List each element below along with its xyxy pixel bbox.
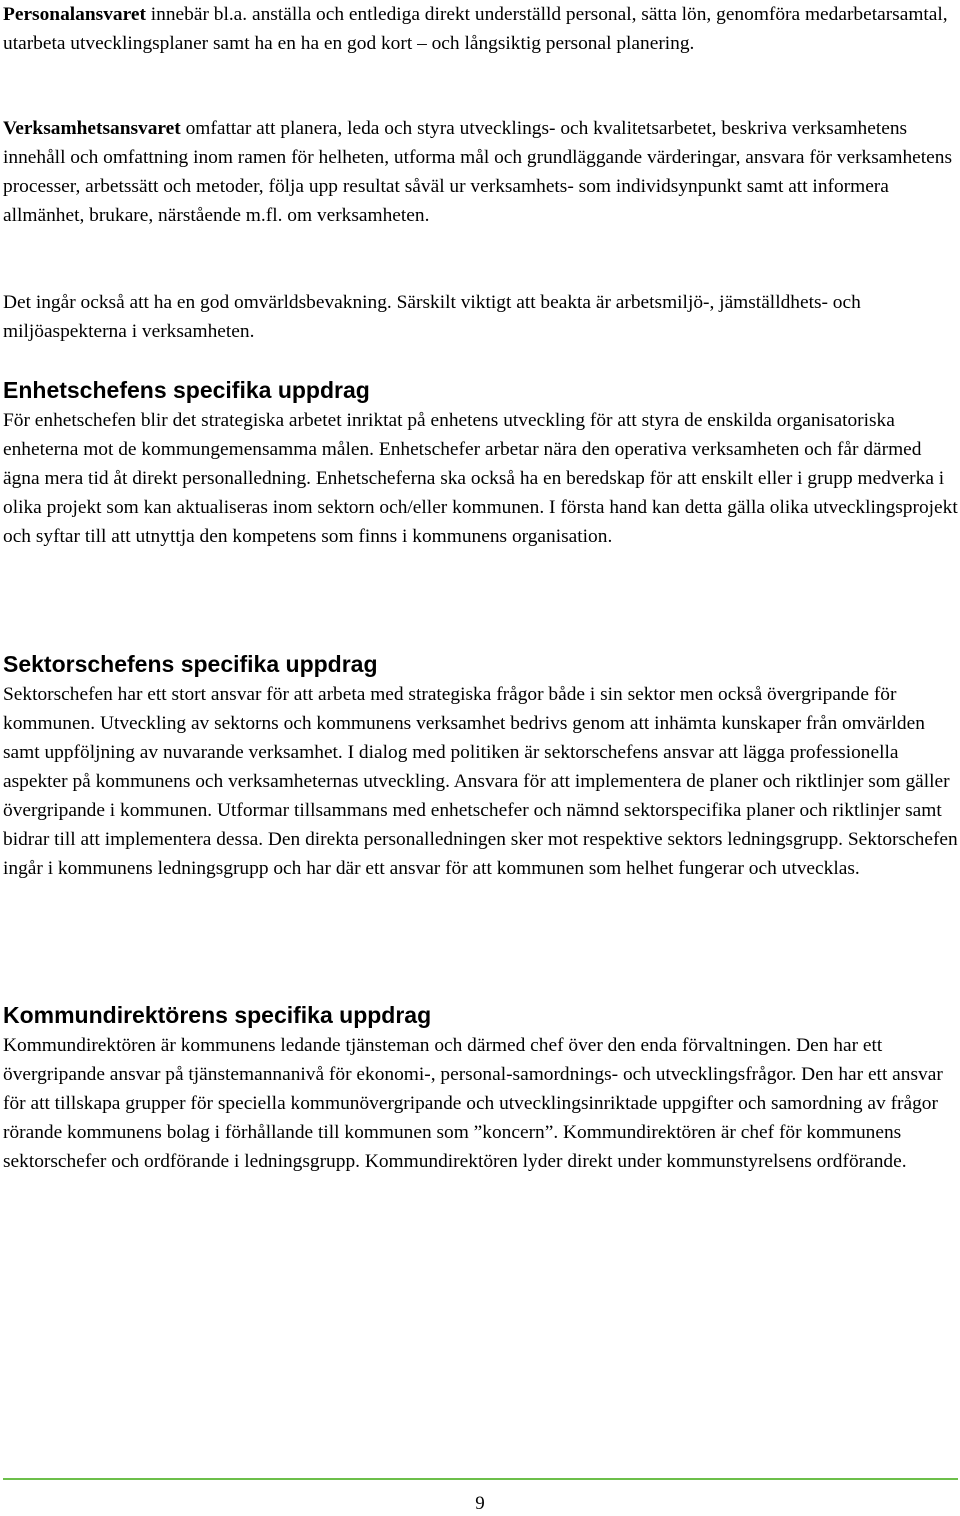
footer-rule [3, 1478, 958, 1480]
paragraph-kommundirektor: Kommundirektören är kommunens ledande tjänsteman och därmed chef över den enda förvaltningen. Den har ett övergripande ansvar på tjänstemannanivå för ekonomi-, personal-samordnings- och utvecklingsfrågor. Den har ett ansvar för att tillskapa grupper för speciella kommunövergripande och utvecklingsinriktade uppgifter och samordning av frågor rörande kommunens bolag i förhållande till kommunen som ”koncern”. Kommundirektören är chef för kommunens sektorschefer och ordförande i ledningsgrupp. Kommundirektören lyder direkt under kommunstyrelsens ordförande. [3, 1035, 943, 1172]
term-personalansvaret: Personalansvaret [3, 4, 146, 25]
paragraph-personalansvar [3, 0, 958, 58]
heading-kommundirektor: Kommundirektörens specifika uppdrag [3, 1002, 432, 1028]
paragraph-text: innebär bl.a. anställa och entlediga direkt underställd personal, sätta lön, genomföra medarbetarsamtal, utarbeta utvecklingsplaner samt ha en ha en god kort – och långsiktig personal planering. [3, 4, 948, 54]
paragraph-omvarldsbevakning: Det ingår också att ha en god omvärldsbevakning. Särskilt viktigt att beakta är arbetsmiljö-, jämställdhets- och miljöaspekterna i verksamheten. [3, 292, 861, 342]
paragraph-sektorschef: Sektorschefen har ett stort ansvar för att arbeta med strategiska frågor både i sin sektor men också övergripande för kommunen. Utveckling av sektorns och kommunens verksamhet bedrivs genom att inhämta kunskaper från omvärlden samt uppföljning av nuvarande verksamhet. I dialog med politiken är sektorschefens ansvar att lägga professionella aspekter på kommunens och verksamheternas utveckling. Ansvara för att implementera de planer och riktlinjer som gäller övergripande i kommunen. Utformar tillsammans med enhetschefer och nämnd sektorspecifika planer och riktlinjer samt bidrar till att implementera dessa. Den direkta personalledningen sker mot respektive sektors ledningsgrupp. Sektorschefen ingår i kommunens ledningsgrupp och har där ett ansvar för att kommunen som helhet fungerar och utvecklas. [3, 684, 958, 879]
paragraph-verksamhetsansvar [3, 114, 958, 230]
term-verksamhetsansvaret: Verksamhetsansvaret [3, 118, 181, 139]
page-number: 9 [475, 1493, 485, 1514]
paragraph-text: omfattar att planera, leda och styra utvecklings- och kvalitetsarbetet, beskriva verksamhetens innehåll och omfattning inom ramen för helheten, utforma mål och grundläggande värderingar, ansvara för verksamhetens processer, arbetssätt och metoder, följa upp resultat såväl ur verksamhets- som individsynpunkt samt att informera allmänhet, brukare, närstående m.fl. om verksamheten. [3, 118, 953, 226]
heading-sektorschef: Sektorschefens specifika uppdrag [3, 651, 378, 677]
paragraph-enhetschef: För enhetschefen blir det strategiska arbetet inriktat på enhetens utveckling för att styra de enskilda organisatoriska enheterna mot de kommungemensamma målen. Enhetschefer arbetar nära den operativa verksamheten och får därmed ägna mera tid åt direkt personalledning. Enhetscheferna ska också ha en beredskap för att enskilt eller i grupp medverka i olika projekt som kan aktualiseras inom sektorn och/eller kommunen. I första hand kan detta gälla olika utvecklingsprojekt och syftar till att utnyttja den kompetens som finns i kommunens organisation. [3, 410, 958, 547]
heading-enhetschef: Enhetschefens specifika uppdrag [3, 377, 370, 403]
